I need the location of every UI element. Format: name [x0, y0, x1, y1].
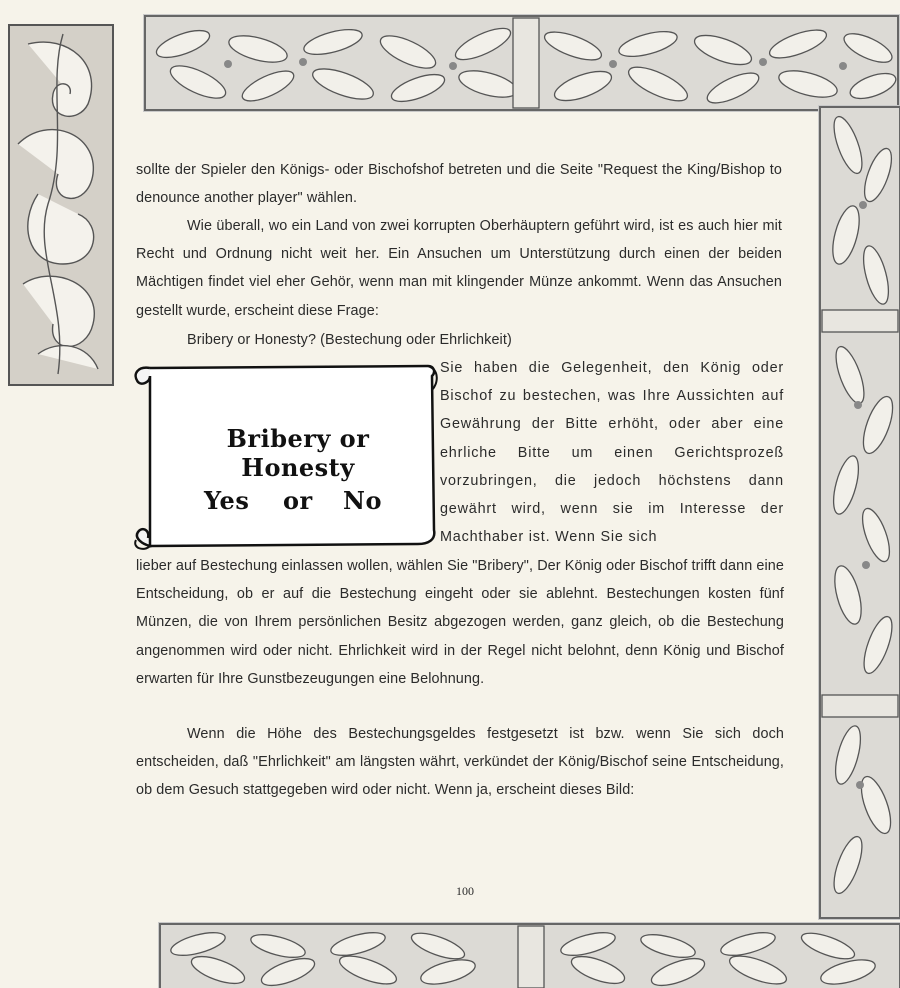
paragraph-choice: Sie haben die Gelegenheit, den König oder Bischof zu bestechen, was Ihre Aussichten auf Gewährung der Bitte erhöht, oder aber eine ehrliche Bitte um einen Gerichtsprozeß vorzubringen, die jedoch höchstens dann gewährt wird, wenn sie im Interesse der Machthaber ist. Wenn Sie sich	[440, 360, 784, 546]
paragraph-corruption: Wie überall, wo ein Land von zwei korrupten Oberhäuptern geführt wird, ist es auch hier mit Recht und Ordnung nicht weit her. Ein Ansuchen um Unterstützung durch einen der beiden Mächtigen findet viel eher Gehör, wenn man mit klingender Münze ankommt. Wenn das Ansuchen gestellt wurde, erscheint diese Frage:	[136, 218, 782, 319]
laurel-border-bottom	[158, 922, 900, 988]
laurel-border-right	[818, 105, 900, 920]
paragraph-intro: sollte der Spieler den Königs- oder Bischofshof betreten und die Seite "Request the King/Bishop to denounce another player" wählen.	[136, 162, 782, 207]
scroll-title: Bribery or Honesty	[226, 424, 370, 482]
scroll-option-yes: Yes	[204, 486, 250, 515]
laurel-border-top	[143, 14, 900, 112]
page-number: 100	[456, 884, 474, 898]
bribery-scroll-illustration	[128, 360, 438, 550]
scroll-option-no: No	[343, 486, 382, 515]
scroll-option-or: or	[283, 486, 313, 515]
acanthus-ornament-panel	[8, 24, 114, 386]
paragraph-decision: Wenn die Höhe des Bestechungsgeldes festgesetzt ist bzw. wenn Sie sich doch entscheiden, daß "Ehrlichkeit" am längsten währt, verkündet der König/Bischof seine Entscheidung, ob dem Gesuch stattgegeben wird oder nicht. Wenn ja, erscheint dieses Bild:	[136, 726, 784, 799]
paragraph-question: Bribery or Honesty? (Bestechung oder Ehrlichkeit)	[187, 332, 512, 348]
paragraph-bribery: lieber auf Bestechung einlassen wollen, wählen Sie "Bribery", Der König oder Bischof trifft dann eine Entscheidung, ob er auf die Bestechung eingeht oder sie ablehnt. Bestechungen kosten fünf Münzen, die von Ihrem persönlichen Besitz abgezogen werden, ganz gleich, ob die Bestechung angenommen wird oder nicht. Ehrlichkeit wird in der Regel nicht belohnt, denn König und Bischof erwarten für Ihre Gunstbezeugungen eine Belohnung.	[136, 558, 785, 687]
